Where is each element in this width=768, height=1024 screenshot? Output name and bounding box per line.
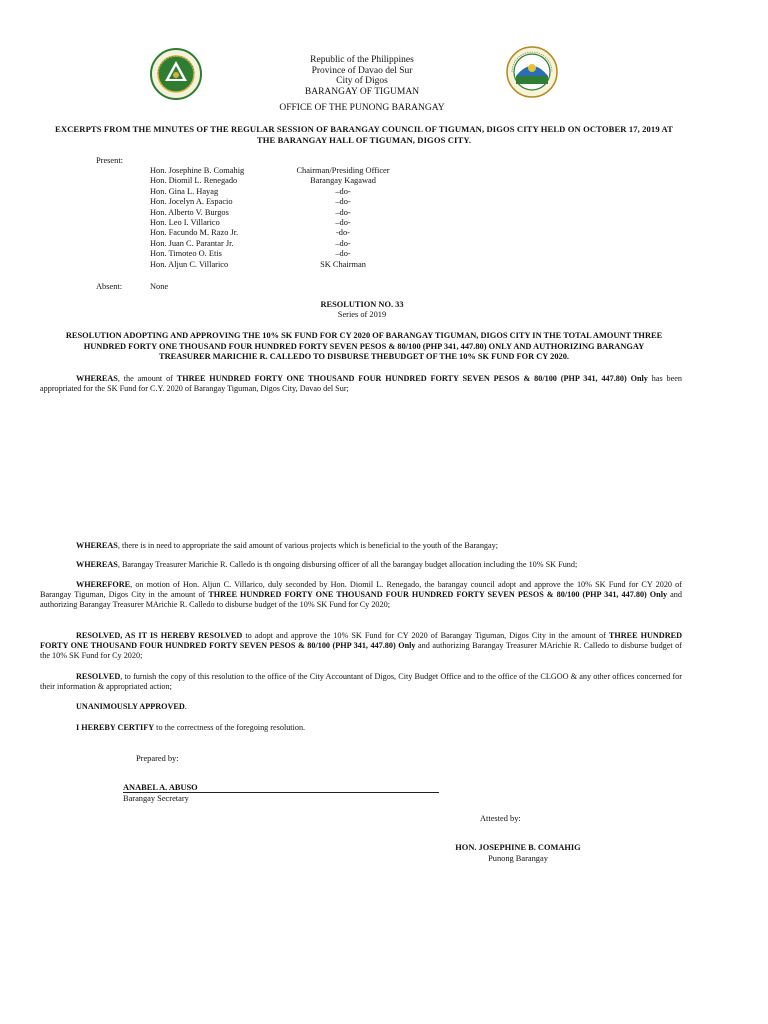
signature-line bbox=[123, 792, 439, 793]
whereas-paragraph-2 bbox=[40, 541, 682, 551]
member-name: Hon. Josephine B. Comahig bbox=[150, 166, 245, 175]
captain-title: Punong Barangay bbox=[488, 854, 548, 863]
resolution-series: Series of 2019 bbox=[337, 310, 387, 319]
roster-row bbox=[150, 218, 398, 228]
whereas-paragraph-3 bbox=[40, 560, 682, 570]
document-header bbox=[234, 55, 490, 97]
member-role: –do- bbox=[335, 249, 351, 259]
member-name: Hon. Jocelyn A. Espacio bbox=[150, 197, 233, 207]
member-role: SK Chairman bbox=[320, 259, 366, 269]
paragraph-text: to the correctness of the foregoing resolution. bbox=[154, 723, 306, 732]
barangay-seal-logo bbox=[150, 48, 202, 100]
roster-row bbox=[150, 208, 398, 218]
whereas-keyword: WHEREAS bbox=[76, 560, 118, 569]
header-line-republic: Republic of the Philippines bbox=[310, 55, 414, 65]
roster-row bbox=[150, 228, 398, 238]
header-line-city: City of Digos bbox=[336, 76, 388, 86]
wherefore-paragraph bbox=[40, 580, 682, 609]
member-role: –do- bbox=[335, 217, 351, 227]
resolution-number: RESOLUTION NO. 33 bbox=[320, 300, 404, 309]
resolved-paragraph-1 bbox=[40, 631, 682, 660]
header-line-barangay: BARANGAY OF TIGUMAN bbox=[304, 86, 420, 97]
whereas-paragraph-1 bbox=[40, 374, 682, 394]
member-role: –do- bbox=[335, 197, 351, 207]
member-name: Hon. Timoteo O. Etis bbox=[150, 249, 222, 259]
resolution-title-line-1: RESOLUTION ADOPTING AND APPROVING THE 10% SK FUND FOR CY 2020 OF BARANGAY TIGUMAN, DIGOS CITY IN THE TOTAL AMOUNT THREE bbox=[65, 331, 663, 340]
paragraph-text: , the amount of bbox=[117, 374, 177, 383]
whereas-keyword: WHEREAS bbox=[76, 541, 118, 550]
roster-row bbox=[150, 239, 398, 249]
city-seal-logo bbox=[506, 46, 558, 98]
roster-row bbox=[150, 260, 398, 270]
resolution-number-block bbox=[234, 300, 490, 320]
member-name: Hon. Leo I. Villarico bbox=[150, 217, 220, 227]
secretary-name: ANABEL A. ABUSO bbox=[123, 783, 198, 792]
amount-text: THREE HUNDRED FORTY ONE THOUSAND FOUR HUNDRED FORTY SEVEN PESOS & 80/100 (PHP 341, 447.80) Only bbox=[40, 631, 682, 650]
paragraph-text: has been appropriated for the SK Fund for C.Y. 2020 of Barangay Tiguman, Digos City, Davao del Sur; bbox=[40, 374, 682, 393]
absent-value: None bbox=[150, 282, 169, 291]
certify-keyword: I HEREBY CERTIFY bbox=[76, 723, 155, 732]
paragraph-text: , there is in need to appropriate the said amount of various projects which is beneficial to the youth of the Barangay; bbox=[117, 541, 499, 550]
prepared-by-label: Prepared by: bbox=[136, 754, 179, 763]
excerpts-line-2: THE BARANGAY HALL OF TIGUMAN, DIGOS CITY. bbox=[256, 135, 472, 145]
excerpts-heading bbox=[48, 124, 680, 146]
member-role: -do- bbox=[336, 228, 350, 238]
absent-label: Absent: bbox=[96, 282, 123, 291]
present-label: Present: bbox=[96, 156, 123, 165]
amount-text: THREE HUNDRED FORTY ONE THOUSAND FOUR HUNDRED FORTY SEVEN PESOS & 80/100 (PHP 341, 447.80) Only bbox=[176, 374, 648, 383]
approved-keyword: UNANIMOUSLY APPROVED bbox=[76, 702, 185, 711]
resolution-title bbox=[40, 331, 688, 363]
present-roster bbox=[150, 166, 398, 270]
member-name: Hon. Diomil L. Renegado bbox=[150, 176, 238, 186]
resolution-title-line-2: HUNDRED FORTY ONE THOUSAND FOUR HUNDRED FORTY SEVEN PESOS & 80/100 (PHP 341, 447.80) ONLY AND AUTHORIZING BARANGAY bbox=[83, 341, 645, 351]
certification-paragraph bbox=[40, 723, 682, 733]
member-role: –do- bbox=[335, 207, 351, 217]
member-name: Hon. Gina L. Hayag bbox=[150, 186, 219, 196]
resolution-title-line-3: TREASURER MARICHIE R. CALLEDO TO DISBURSE THEBUDGET OF THE 10% SK FUND FOR CY 2020. bbox=[159, 352, 569, 361]
paragraph-text: , to furnish the copy of this resolution to the office of the City Accountant of Digos, City Budget Office and to the office of the CLGOO & any other offices concerned for their information & appropriated action; bbox=[40, 672, 682, 691]
excerpts-line-1: EXCERPTS FROM THE MINUTES OF THE REGULAR SESSION OF BARANGAY COUNCIL OF TIGUMAN, DIGOS CITY HELD ON OCTOBER 17, 2019 AT bbox=[54, 124, 673, 134]
roster-row bbox=[150, 249, 398, 259]
member-name: Hon. Juan C. Parantar Jr. bbox=[150, 238, 234, 248]
paragraph-text: , Barangay Treasurer Marichie R. Calledo is th ongoing disbursing officer of all the barangay budget allocation including the 10% SK Fund; bbox=[117, 560, 578, 569]
paragraph-text: and authorizing Barangay Treasurer MArichie R. Calledo to disburse budget of the 10% SK Fund for Cy 2020; bbox=[40, 589, 682, 609]
member-name: Hon. Aljun C. Villarico bbox=[150, 259, 229, 269]
member-name: Hon. Facundo M. Razo Jr. bbox=[150, 228, 239, 238]
wherefore-keyword: WHEREFORE bbox=[76, 580, 131, 589]
member-role: –do- bbox=[335, 238, 351, 248]
paragraph-text: and authorizing Barangay Treasurer MArichie R. Calledo to disburse budget of the 10% SK Fund for Cy 2020; bbox=[40, 640, 682, 660]
resolved-keyword: RESOLVED bbox=[76, 672, 121, 681]
paragraph-text: , on motion of Hon. Aljun C. Villarico, duly seconded by Hon. Diomil L. Renegado, the barangay council adopt and approve the 10% SK Fund for CY 2020 of Barangay Tiguman, Digos City in the amount of bbox=[40, 580, 682, 599]
roster-row bbox=[150, 187, 398, 197]
secretary-title: Barangay Secretary bbox=[123, 794, 189, 803]
member-role: –do- bbox=[335, 186, 351, 196]
member-role: Chairman/Presiding Officer bbox=[296, 166, 390, 175]
roster-row bbox=[150, 197, 398, 207]
paragraph-text: . bbox=[184, 702, 187, 711]
office-title: OFFICE OF THE PUNONG BARANGAY bbox=[279, 103, 445, 113]
member-name: Hon. Alberto V. Burgos bbox=[150, 207, 229, 217]
resolved-keyword: RESOLVED, AS IT IS HEREBY RESOLVED bbox=[76, 631, 243, 640]
member-role: Barangay Kagawad bbox=[310, 176, 376, 186]
whereas-keyword: WHEREAS bbox=[76, 374, 118, 383]
header-line-province: Province of Davao del Sur bbox=[311, 65, 413, 76]
attested-by-label: Attested by: bbox=[480, 814, 521, 823]
amount-text: THREE HUNDRED FORTY ONE THOUSAND FOUR HUNDRED FORTY SEVEN PESOS & 80/100 (PHP 341, 447.80) Only bbox=[208, 589, 668, 599]
captain-name: HON. JOSEPHINE B. COMAHIG bbox=[455, 843, 581, 852]
paragraph-text: to adopt and approve the 10% SK Fund for CY 2020 of Barangay Tiguman, Digos City in the amount of bbox=[242, 631, 609, 640]
unanimously-approved bbox=[40, 702, 682, 712]
resolved-paragraph-2 bbox=[40, 672, 682, 692]
roster-row bbox=[150, 176, 398, 186]
roster-row bbox=[150, 166, 398, 176]
